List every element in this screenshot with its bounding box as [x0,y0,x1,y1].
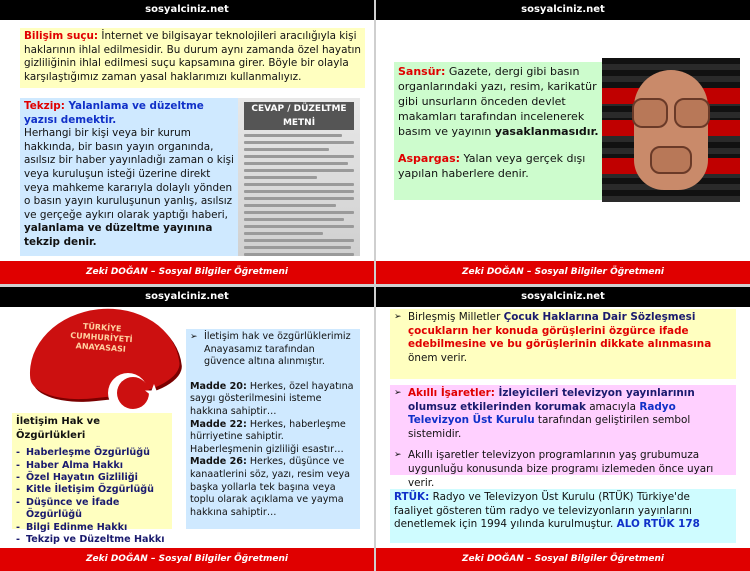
slide-cocuk-haklari-rtuk [376,287,750,571]
madde-20-text: Herkes, özel hayatına saygı gösterilmesini isteme hakkına sahiptir… [190,380,354,417]
arrow-bullet-icon: ➢ [394,450,402,461]
slide-header: sosyalciniz.net [0,287,374,307]
newspaper-image [238,98,360,256]
akilli-mid: amacıyla [585,400,640,413]
tekzip-box [20,98,238,256]
sansur-term: Sansür: [398,65,446,78]
slide-footer: Zeki DOĞAN – Sosyal Bilgiler Öğretmeni [0,261,374,284]
sansur-bold: yasaklanmasıdır. [494,125,599,138]
slide-iletisim-haklari [0,287,374,571]
rtuk-phone: ALO RTÜK 178 [616,518,700,531]
anayasa-intro: İletişim hak ve özgürlüklerimiz Anayasamız tarafından güvence altına alınmıştır. [204,331,351,368]
akilli-text-2: Akıllı işaretler televizyon programlarının yaş grubumuza uygunluğu konusunda bize programı izlemeden önce uyarı verir. [408,449,714,489]
list-item: - Haber Alma Hakkı [16,460,168,472]
madde-22-label: Madde 22: [190,418,247,430]
arrow-bullet-icon: ➢ [394,388,402,398]
madde-26-text: Herkes, düşünce ve kanaatlerini söz, yazı, resim veya başka yollarla tek başına veya toplu olarak açıklama ve yayma hakkına sahiptir… [190,456,351,518]
book-title: TÜRKİYE CUMHURİYETİ ANAYASASI [70,321,133,354]
slide-header: sosyalciniz.net [376,0,750,20]
un-convention-name: Çocuk Haklarına Dair Sözleşmesi [503,311,696,323]
un-text-a: Birleşmiş Milletler [408,311,504,323]
rights-list [16,447,168,546]
slide-sansur-aspargas [376,0,750,284]
bilisim-term: Bilişim suçu: [24,30,99,42]
list-item: - Haberleşme Özgürlüğü [16,447,168,459]
tekzip-bold-text: yalanlama ve düzeltme yayınına tekzip denir. [24,222,213,248]
list-item: - Tekzip ve Düzeltme Hakkı [16,534,168,546]
rights-box [12,413,172,546]
rights-title: İletişim Hak ve Özgürlükleri [16,416,100,441]
censorship-image [602,58,740,202]
arrow-bullet-icon: ➢ [190,332,198,342]
akilli-term: Akıllı İşaretler: [408,387,495,399]
un-red-text: çocukların her konuda görüşlerini özgürce ifade edebilmesine ve bu görüşlerinin dikkate alınmasına [408,324,712,351]
rtuk-box [390,489,736,543]
slide-bilisim-tekzip [0,0,374,284]
aspargas-term: Aspargas: [398,152,461,165]
sansur-box [394,62,606,200]
slide-header: sosyalciniz.net [0,0,374,20]
un-text-end: önem verir. [408,351,468,364]
tekzip-definition: Yalanlama ve düzeltme yazısı demektir. [24,100,204,126]
arrow-bullet-icon: ➢ [394,312,402,322]
akilli-rtuk-name: Radyo Televizyon Üst Kurulu [408,400,676,427]
list-item: - Özel Hayatın Gizliliği [16,472,168,484]
tekzip-text: Herhangi bir kişi veya bir kurum hakkında, bir basın yayın organında, asılsız bir haber yayınladığı zaman o kişi veya kuruluşun isteği üzerine direkt veya mahkeme kararıyla dolaylı yönden o basın yayın kuruluşunun yanlış, asılsız ve gerçeğe aykırı olarak yaptığı haberi, [24,127,234,221]
tekzip-term: Tekzip: [24,100,65,112]
akilli-blue-text: İzleyicileri televizyon yayınlarının olumsuz etkilerinden korumak [408,387,695,413]
madde-22-text: Herkes, haberleşme hürriyetine sahiptir. Haberleşmenin gizliliği esastır… [190,418,346,455]
crescent-star-icon [104,369,166,417]
list-item: - Kitle İletişim Özgürlüğü [16,484,168,496]
list-item: - Bilgi Edinme Hakkı [16,522,168,534]
slide-footer: Zeki DOĞAN – Sosyal Bilgiler Öğretmeni [376,261,750,284]
rtuk-text: Radyo ve Televizyon Üst Kurulu (RTÜK) Türkiye'de faaliyet gösteren tüm radyo ve televizyonların yayınlarını denetlemek için 1994 yılında kurulmuştur. [394,491,692,531]
madde-26-label: Madde 26: [190,456,247,468]
sansur-text: Gazete, dergi gibi basın organlarındaki yazı, resim, karikatür gibi unsurların önceden devlet makamları tarafından incelenerek basım ve yayının [398,65,597,138]
bilisim-box [20,28,365,88]
slide-footer: Zeki DOĞAN – Sosyal Bilgiler Öğretmeni [0,548,374,571]
slide-footer: Zeki DOĞAN – Sosyal Bilgiler Öğretmeni [376,548,750,571]
rtuk-term: RTÜK: [394,491,430,503]
akilli-end: tarafından geliştirilen sembol sistemidir. [408,414,691,440]
aspargas-text: Yalan veya gerçek dışı yapılan haberlere denir. [398,152,586,180]
akilli-isaretler-box [390,385,736,489]
madde-20-label: Madde 20: [190,380,247,392]
news-headline: CEVAP / DÜZELTME METNİ [244,102,354,130]
list-item: - Düşünce ve İfade Özgürlüğü [16,497,168,522]
slide-header: sosyalciniz.net [376,287,750,307]
bilisim-text: İnternet ve bilgisayar teknolojileri aracılığıyla kişi haklarının ihlal edilmesidir. Bu durum aynı zamanda özel hayatın gizliliğinin ihlal edilmesi suçu kapsamına girer. Böyle bir olayla karşılaştığımız zaman yasal haklarımızı kullanmalıyız. [24,30,361,83]
anayasa-box [186,329,360,529]
un-convention-box [390,309,736,379]
